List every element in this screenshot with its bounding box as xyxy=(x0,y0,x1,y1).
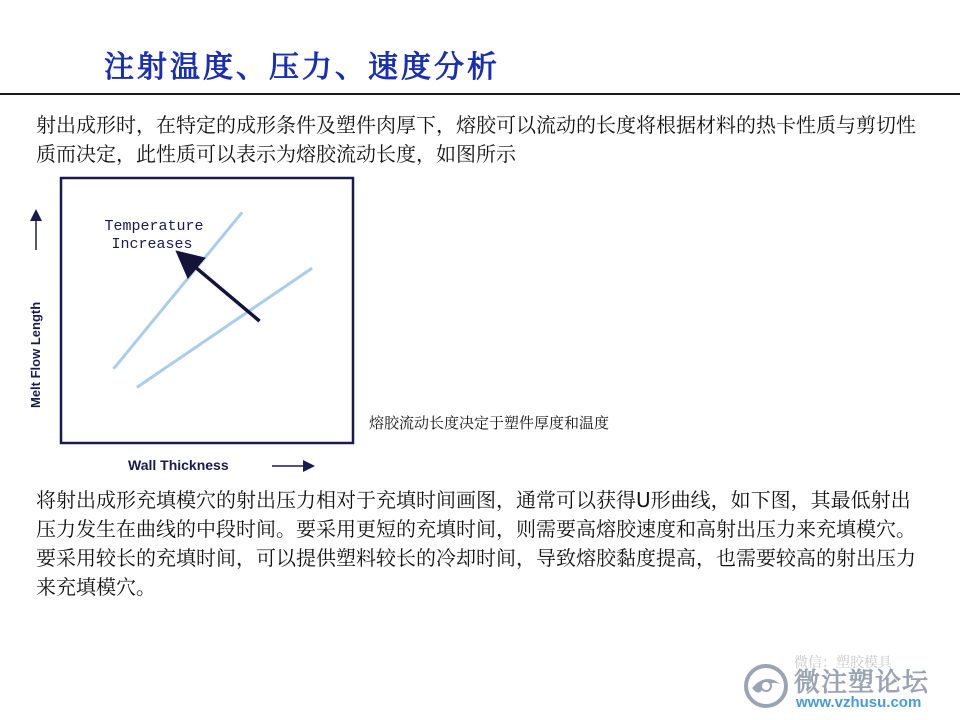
title-divider xyxy=(0,93,960,95)
site-watermark xyxy=(742,652,952,714)
swirl-logo-icon xyxy=(742,662,790,710)
pressure-paragraph: 将射出成形充填模穴的射出压力相对于充填时间画图，通常可以获得U形曲线，如下图，其最低射出压力发生在曲线的中段时间。要采用更短的充填时间，则需要高熔胶速度和高射出压力来充填模穴。要采用较长的充填时间，可以提供塑料较长的冷却时间，导致熔胶黏度提高，也需要较高的射出压力来充填模穴。 xyxy=(36,488,916,599)
x-axis-label: Wall Thickness xyxy=(128,457,229,473)
melt-flow-chart xyxy=(20,170,360,480)
figure-caption: 熔胶流动长度决定于塑件厚度和温度 xyxy=(369,414,610,432)
y-axis-label: Melt Flow Length xyxy=(28,301,43,408)
watermark-site-name: 微注塑论坛 xyxy=(794,668,930,698)
flow-length-line-2 xyxy=(137,268,312,387)
slide-title: 注射温度、压力、速度分析 xyxy=(104,50,500,85)
watermark-url[interactable]: www.vzhusu.com xyxy=(796,694,922,711)
temperature-arrow xyxy=(181,255,260,321)
temperature-annotation-line1: Temperature xyxy=(104,218,204,235)
intro-paragraph: 射出成形时，在特定的成形条件及塑件肉厚下，熔胶可以流动的长度将根据材料的热卡性质与剪切性质而决定，此性质可以表示为熔胶流动长度，如图所示 xyxy=(36,113,916,166)
temperature-annotation-line2: Increases xyxy=(111,236,193,253)
watermark-wechat-text: 微信：塑胶模具 xyxy=(794,655,892,671)
